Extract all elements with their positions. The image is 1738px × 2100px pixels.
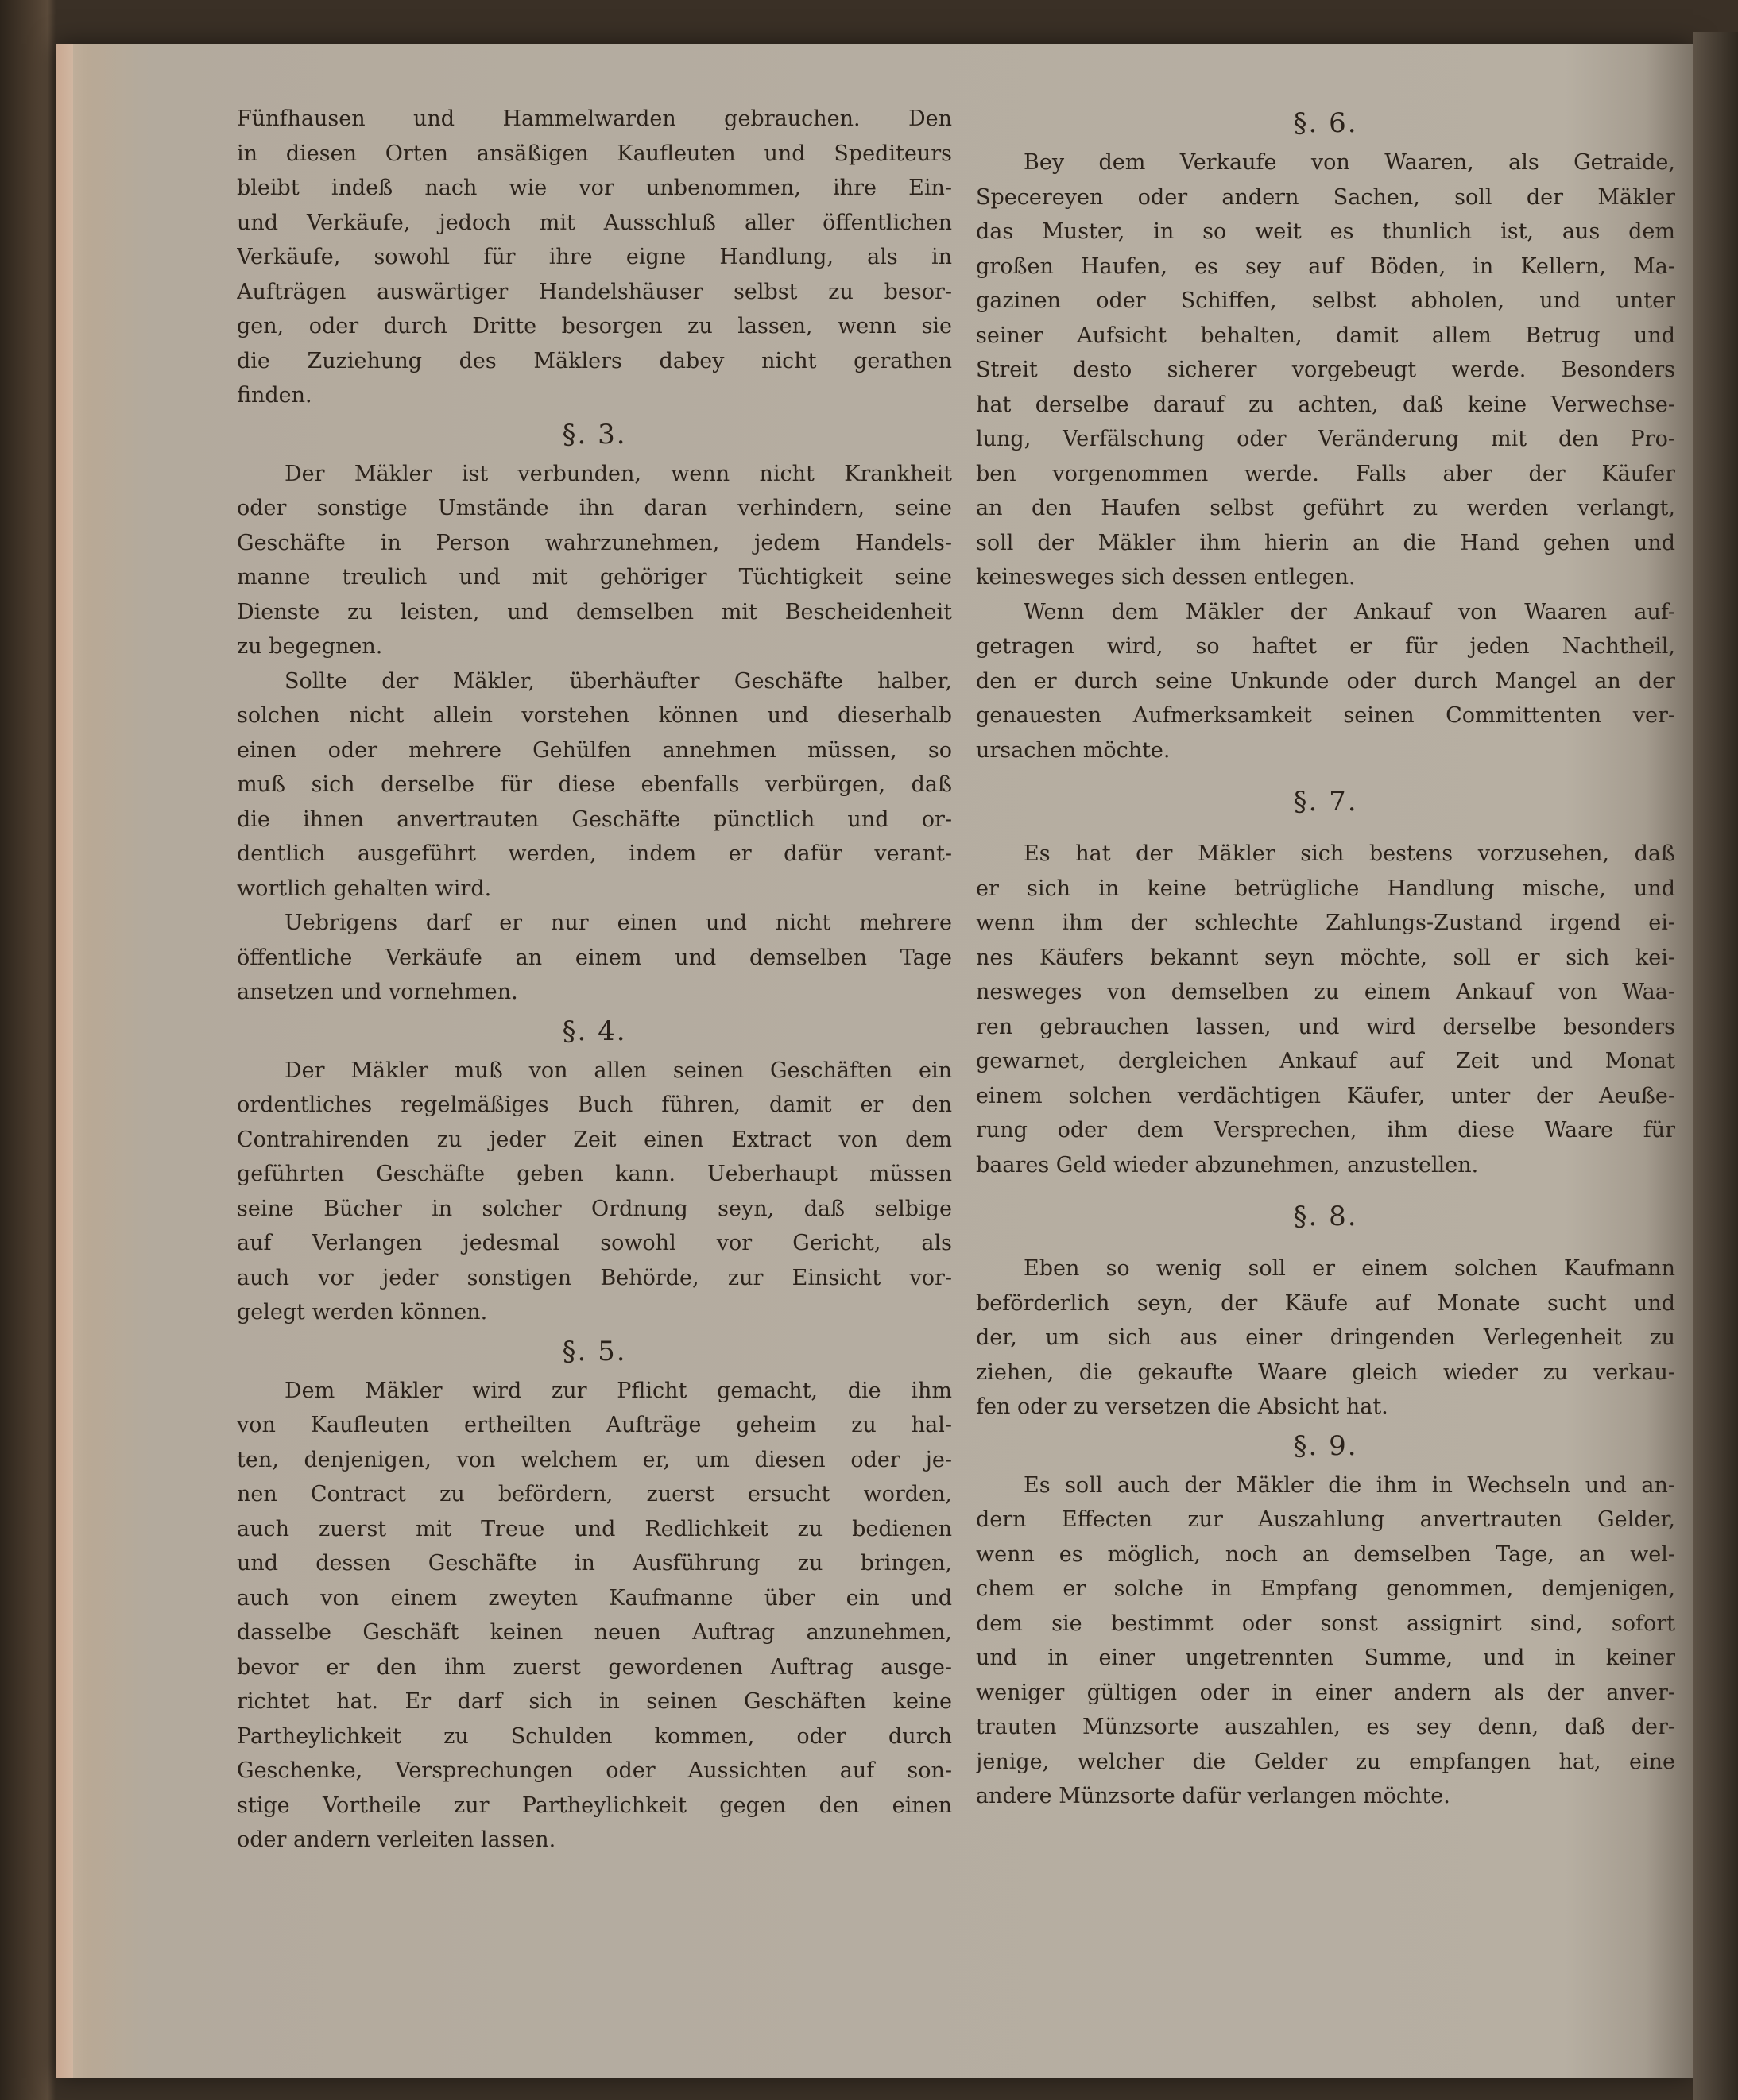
text-line: ren gebrauchen lassen, und wird derselbe besonders: [976, 1014, 1675, 1039]
text-line: baares Geld wieder abzunehmen, anzustellen.: [976, 1152, 1479, 1178]
left-paragraph-1: [237, 102, 952, 413]
text-line: Der Mäkler muß von allen seinen Geschäften ein: [285, 1058, 952, 1083]
text-line: Bey dem Verkaufe von Waaren, als Getraide,: [1024, 150, 1675, 175]
text-line: hat derselbe darauf zu achten, daß keine Verwechse-: [976, 392, 1675, 417]
left-paragraph-4: [237, 906, 952, 1010]
text-line: Geschenke, Versprechungen oder Aussichten auf son-: [237, 1758, 952, 1783]
text-line: jenige, welcher die Gelder zu empfangen hat, eine: [976, 1749, 1675, 1774]
text-line: einen oder mehrere Gehülfen annehmen müssen, so: [237, 737, 952, 763]
section-heading-3: §. 3.: [562, 418, 627, 451]
text-line: und in einer ungetrennten Summe, und in keiner: [976, 1646, 1675, 1670]
text-line: geführten Geschäfte geben kann. Ueberhaupt müssen: [237, 1162, 952, 1186]
text-line: seine Bücher in solcher Ordnung seyn, daß selbige: [237, 1196, 952, 1221]
text-line: Geschäfte in Person wahrzunehmen, jedem Handels-: [237, 530, 952, 555]
text-line: weniger gültigen oder in einer andern als der anver-: [976, 1680, 1675, 1705]
text-line: Eben so wenig soll er einem solchen Kaufmann: [1024, 1256, 1675, 1281]
text-line: er sich in keine betrügliche Handlung mische, und: [976, 876, 1675, 901]
section-heading-6: §. 6.: [1293, 107, 1358, 139]
text-line: auf Verlangen jedesmal sowohl vor Gericht, als: [237, 1231, 952, 1255]
text-line: die Zuziehung des Mäklers dabey nicht gerathen: [237, 348, 952, 373]
text-line: das Muster, in so weit es thunlich ist, aus dem: [976, 219, 1675, 244]
text-line: oder sonstige Umstände ihn daran verhindern, seine: [237, 496, 952, 520]
section-heading-7: §. 7.: [1293, 786, 1358, 818]
text-line: den er durch seine Unkunde oder durch Mangel an der: [976, 668, 1675, 694]
left-paragraph-3: [237, 664, 952, 907]
text-line: in diesen Orten ansäßigen Kaufleuten und Spediteurs: [237, 141, 952, 166]
text-line: andere Münzsorte dafür verlangen möchte.: [976, 1784, 1450, 1808]
section-heading-9: §. 9.: [1293, 1429, 1358, 1462]
text-line: auch von einem zweyten Kaufmanne über ein und: [237, 1585, 952, 1611]
section-heading-4: §. 4.: [562, 1015, 627, 1047]
text-line: auch vor jeder sonstigen Behörde, zur Einsicht vor-: [237, 1265, 952, 1290]
text-line: zu begegnen.: [237, 634, 383, 659]
text-line: Es soll auch der Mäkler die ihm in Wechseln und an-: [1024, 1472, 1675, 1498]
text-line: an den Haufen selbst geführt zu werden verlangt,: [976, 496, 1675, 520]
left-paragraph-5: [237, 1054, 952, 1330]
text-line: ursachen möchte.: [976, 737, 1171, 763]
text-line: manne treulich und mit gehöriger Tüchtigkeit seine: [237, 565, 952, 590]
text-line: öffentliche Verkäufe an einem und demselben Tage: [237, 945, 952, 970]
text-line: wenn ihm der schlechte Zahlungs-Zustand irgend ei-: [976, 911, 1675, 935]
text-line: finden.: [237, 383, 312, 408]
left-paragraph-2: [237, 457, 952, 664]
right-paragraph-1: [976, 145, 1675, 595]
text-line: großen Haufen, es sey auf Böden, in Kellern, Ma-: [976, 253, 1675, 279]
right-paragraph-4: [976, 1251, 1675, 1425]
text-line: Fünfhausen und Hammelwarden gebrauchen. Den: [237, 106, 952, 131]
right-paragraph-2: [976, 595, 1675, 768]
text-line: und Verkäufe, jedoch mit Ausschluß aller öffentlichen: [237, 210, 952, 235]
text-line: seiner Aufsicht behalten, damit allem Betrug und: [976, 323, 1675, 348]
text-line: ten, denjenigen, von welchem er, um diesen oder je-: [237, 1447, 952, 1472]
text-line: Dem Mäkler wird zur Pflicht gemacht, die ihm: [285, 1378, 952, 1403]
text-line: ordentliches regelmäßiges Buch führen, damit er den: [237, 1093, 952, 1117]
text-line: trauten Münzsorte auszahlen, es sey denn, daß der-: [976, 1715, 1675, 1739]
text-line: nes Käufers bekannt seyn möchte, soll er sich kei-: [976, 945, 1675, 970]
left-column: [237, 102, 952, 1858]
text-line: oder andern verleiten lassen.: [237, 1827, 556, 1852]
text-line: wortlich gehalten wird.: [237, 876, 492, 901]
text-line: getragen wird, so haftet er für jeden Nachtheil,: [976, 634, 1675, 659]
text-line: Aufträgen auswärtiger Handelshäuser selbst zu besor-: [237, 279, 952, 304]
text-line: fen oder zu versetzen die Absicht hat.: [976, 1394, 1388, 1419]
text-line: muß sich derselbe für diese ebenfalls verbürgen, daß: [237, 772, 952, 797]
text-line: und dessen Geschäfte in Ausführung zu bringen,: [237, 1551, 952, 1576]
text-line: Specereyen oder andern Sachen, soll der Mäkler: [976, 184, 1675, 210]
text-line: nen Contract zu befördern, zuerst ersucht worden,: [237, 1482, 952, 1506]
text-line: beförderlich seyn, der Käufe auf Monate sucht und: [976, 1290, 1675, 1316]
text-line: der, um sich aus einer dringenden Verlegenheit zu: [976, 1325, 1675, 1350]
text-line: dentlich ausgeführt werden, indem er dafür verant-: [237, 841, 952, 866]
text-line: genauesten Aufmerksamkeit seinen Committenten ver-: [976, 703, 1675, 728]
right-paragraph-3: [976, 837, 1675, 1182]
text-line: richtet hat. Er darf sich in seinen Geschäften keine: [237, 1689, 952, 1714]
text-line: Es hat der Mäkler sich bestens vorzusehen, daß: [1024, 841, 1675, 866]
right-paragraph-5: [976, 1468, 1675, 1814]
text-line: von Kaufleuten ertheilten Aufträge geheim zu hal-: [237, 1413, 952, 1437]
text-line: bleibt indeß nach wie vor unbenommen, ihre Ein-: [237, 176, 952, 200]
text-line: dern Effecten zur Auszahlung anvertrauten Gelder,: [976, 1507, 1675, 1532]
text-line: Streit desto sicherer vorgebeugt werde. Besonders: [976, 358, 1675, 382]
text-line: dasselbe Geschäft keinen neuen Auftrag anzunehmen,: [237, 1620, 952, 1645]
page-edge-right: [1693, 32, 1738, 2100]
text-line: ziehen, die gekaufte Waare gleich wieder zu verkau-: [976, 1359, 1675, 1385]
text-line: Sollte der Mäkler, überhäufter Geschäfte halber,: [285, 668, 952, 694]
text-line: ansetzen und vornehmen.: [237, 980, 518, 1004]
text-line: Der Mäkler ist verbunden, wenn nicht Krankheit: [285, 461, 952, 486]
right-column: [976, 102, 1675, 1814]
text-line: ben vorgenommen werde. Falls aber der Käufer: [976, 461, 1675, 486]
text-line: rung oder dem Versprechen, ihm diese Waare für: [976, 1118, 1675, 1143]
left-paragraph-6: [237, 1374, 952, 1858]
text-line: Wenn dem Mäkler der Ankauf von Waaren auf-: [1024, 599, 1675, 625]
page-edge-left: [56, 44, 73, 2078]
text-line: solchen nicht allein vorstehen können und dieserhalb: [237, 703, 952, 728]
text-line: nesweges von demselben zu einem Ankauf von Waa-: [976, 980, 1675, 1004]
text-line: gen, oder durch Dritte besorgen zu lassen, wenn sie: [237, 314, 952, 338]
text-line: bevor er den ihm zuerst gewordenen Auftrag ausge-: [237, 1654, 952, 1680]
text-line: einem solchen verdächtigen Käufer, unter der Aeuße-: [976, 1083, 1675, 1108]
text-line: lung, Verfälschung oder Veränderung mit den Pro-: [976, 427, 1675, 451]
text-line: gewarnet, dergleichen Ankauf auf Zeit und Monat: [976, 1049, 1675, 1073]
text-line: Verkäufe, sowohl für ihre eigne Handlung, als in: [237, 245, 952, 269]
text-line: auch zuerst mit Treue und Redlichkeit zu bedienen: [237, 1516, 952, 1541]
text-line: die ihnen anvertrauten Geschäfte pünctlich und or-: [237, 806, 952, 832]
text-line: Contrahirenden zu jeder Zeit einen Extract von dem: [237, 1127, 952, 1152]
text-line: soll der Mäkler ihm hierin an die Hand gehen und: [976, 530, 1675, 555]
text-line: Partheylichkeit zu Schulden kommen, oder durch: [237, 1723, 952, 1749]
text-line: gazinen oder Schiffen, selbst abholen, und unter: [976, 288, 1675, 313]
text-line: dem sie bestimmt oder sonst assignirt sind, sofort: [976, 1611, 1675, 1636]
text-line: Dienste zu leisten, und demselben mit Bescheidenheit: [237, 599, 952, 625]
text-line: chem er solche in Empfang genommen, demjenigen,: [976, 1576, 1675, 1601]
text-line: stige Vortheile zur Partheylichkeit gegen den einen: [237, 1793, 952, 1818]
section-heading-5: §. 5.: [562, 1335, 627, 1367]
text-line: keinesweges sich dessen entlegen.: [976, 565, 1356, 590]
section-heading-8: §. 8.: [1293, 1201, 1358, 1232]
text-line: Uebrigens darf er nur einen und nicht mehrere: [285, 911, 952, 935]
text-line: gelegt werden können.: [237, 1300, 488, 1325]
text-line: wenn es möglich, noch an demselben Tage, an wel-: [976, 1541, 1675, 1567]
